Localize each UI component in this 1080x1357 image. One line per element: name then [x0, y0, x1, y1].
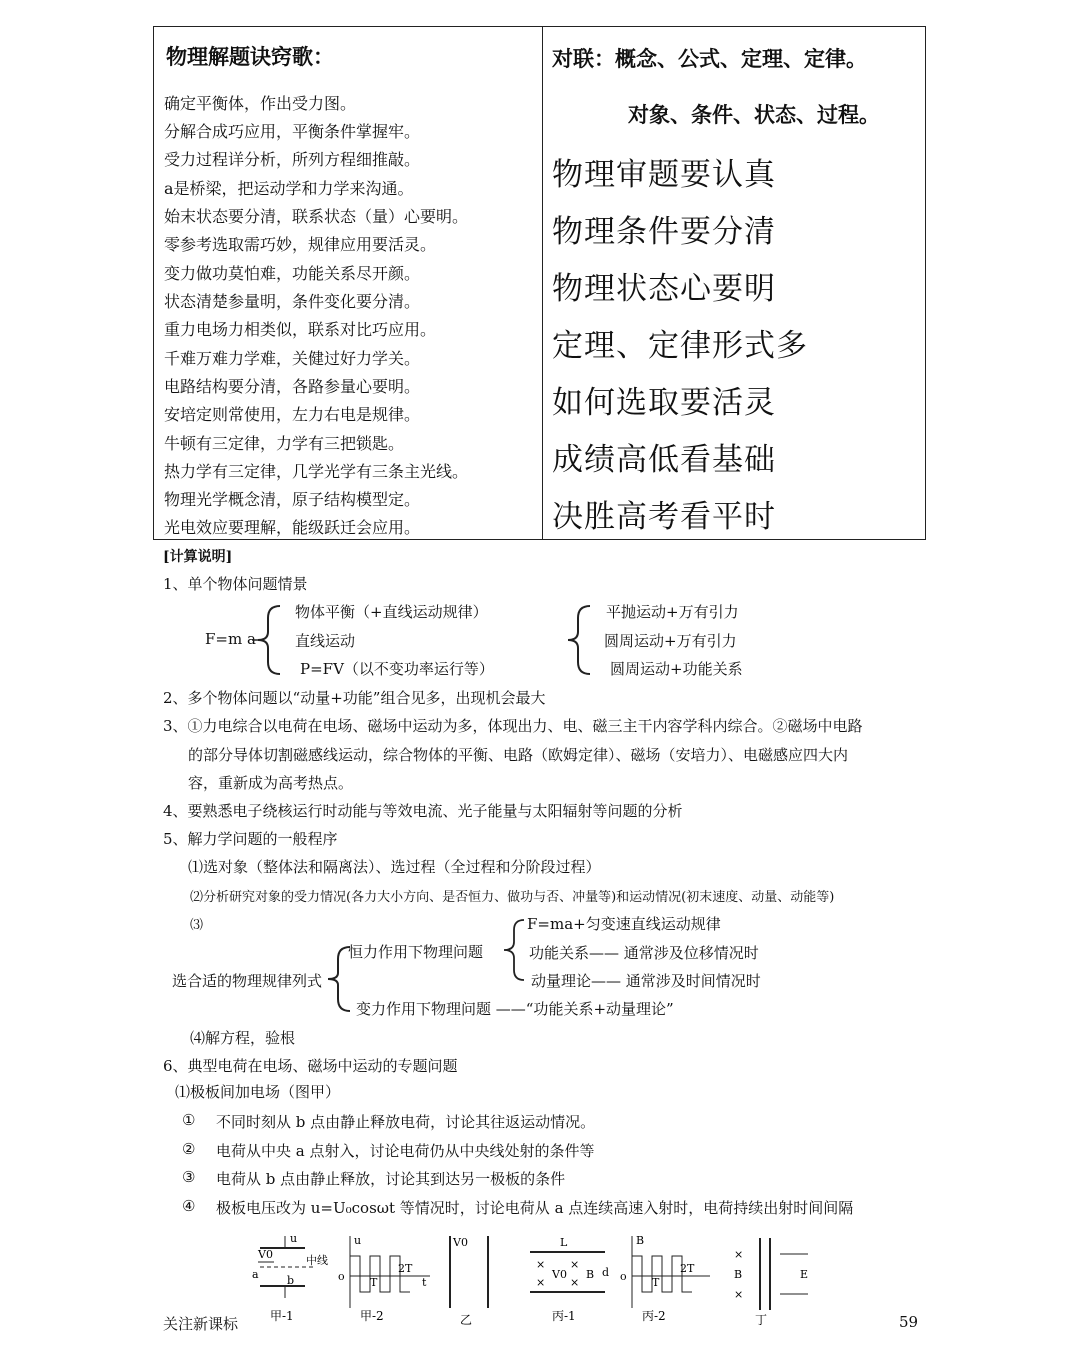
rhyme-line: 变力做功莫怕难，功能关系尽开颜。	[164, 264, 421, 283]
label-x: ×	[734, 1248, 744, 1261]
circled-text: 电荷从 b 点由静止释放，讨论其到达另一极板的条件	[216, 1170, 566, 1188]
page-number: 59	[899, 1313, 919, 1331]
caption: 甲-1	[270, 1309, 294, 1323]
label-x: ×	[570, 1258, 580, 1271]
label-x: ×	[570, 1276, 580, 1289]
table-divider	[542, 27, 543, 539]
formula-fma: F=m a	[205, 630, 256, 648]
item-3-line: 容，重新成为高考热点。	[188, 774, 354, 792]
label-B: B	[734, 1268, 743, 1281]
rhyme-line: 受力过程详分析，所列方程细推敲。	[164, 150, 421, 169]
label-2T: 2T	[680, 1262, 695, 1275]
constant-force-label: 恒力作用下物理问题	[348, 943, 484, 961]
label-o: o	[338, 1270, 345, 1283]
item-6: 6、典型电荷在电场、磁场中运动的专题问题	[163, 1057, 458, 1075]
label-a: a	[252, 1268, 259, 1281]
motto-line: 决胜高考看平时	[552, 499, 776, 535]
label-v0: V0	[258, 1248, 273, 1261]
step-3: ⑶	[190, 918, 204, 933]
rhyme-line: a是桥梁，把运动学和力学来沟通。	[164, 179, 414, 198]
circled-text: 极板电压改为 u=U₀cosωt 等情况时，讨论电荷从 a 点连续高速入射时，电荷持续出射时间间隔	[216, 1199, 854, 1217]
motto-line: 物理审题要认真	[552, 157, 776, 193]
label-d: d	[602, 1266, 610, 1279]
label-o: o	[620, 1270, 627, 1283]
rhyme-line: 安培定则常使用，左力右电是规律。	[164, 405, 421, 424]
rhyme-line: 确定平衡体，作出受力图。	[164, 94, 357, 113]
brace-left-1	[250, 600, 300, 680]
rhyme-line: 牛顿有三定律，力学有三把锁匙。	[164, 434, 405, 453]
circled-num: ④	[182, 1197, 196, 1215]
label-mid: 中线	[306, 1254, 328, 1267]
label-L: L	[560, 1236, 568, 1249]
branch-mid: 物体平衡（+直线运动规律）	[295, 603, 488, 621]
rhyme-line: 电路结构要分清，各路参量心要明。	[164, 377, 421, 396]
circled-text: 电荷从中央 a 点射入，讨论电荷仍从中央线处射的条件等	[216, 1142, 595, 1160]
rhyme-line: 千难万难力学难，关健过好力学关。	[164, 349, 421, 368]
rhyme-table	[153, 26, 926, 540]
branch-mid: 直线运动	[295, 632, 356, 650]
label-B: B	[636, 1234, 645, 1247]
motto-line: 成绩高低看基础	[552, 442, 776, 478]
label-T: T	[370, 1276, 378, 1289]
branch-right: 圆周运动+功能关系	[610, 660, 743, 678]
circled-text: 不同时刻从 b 点由静止释放电荷，讨论其往返运动情况。	[216, 1113, 596, 1131]
rhyme-line: 重力电场力相类似，联系对比巧应用。	[164, 320, 437, 339]
figure-jia-2	[338, 1234, 430, 1323]
item-5: 5、解力学问题的一般程序	[163, 830, 338, 848]
label-x: ×	[536, 1276, 546, 1289]
label-x: ×	[734, 1288, 744, 1301]
brace-constant	[500, 910, 530, 990]
motto-line: 物理条件要分清	[552, 214, 776, 250]
figures-strip	[240, 1228, 840, 1326]
cf-branch: 功能关系—— 通常涉及位移情况时	[529, 944, 759, 962]
caption: 乙	[460, 1313, 473, 1326]
circled-num: ③	[182, 1168, 196, 1186]
cf-branch: F=ma+匀变速直线运动规律	[527, 915, 721, 933]
label-T: T	[652, 1276, 660, 1289]
figure-ding	[734, 1238, 808, 1326]
footer-left: 关注新课标	[163, 1315, 239, 1333]
caption: 丙-1	[552, 1309, 576, 1323]
step-1: ⑴选对象（整体法和隔离法）、选过程（全过程和分阶段过程）	[188, 858, 601, 876]
item-3-line: 3、①力电综合以电荷在电场、磁场中运动为多，体现出力、电、磁三主干内容学科内综合。②磁场中电路	[163, 717, 863, 735]
figure-yi	[450, 1236, 488, 1326]
variable-force-label: 变力作用下物理问题 ——“功能关系+动量理论”	[356, 1000, 674, 1018]
label-v0: V0	[453, 1236, 468, 1249]
figure-bing-1	[530, 1236, 609, 1323]
rhyme-line: 物理光学概念清，原子结构模型定。	[164, 490, 421, 509]
branch-mid: P=FV（以不变功率运行等）	[300, 660, 494, 678]
couplet-line-1: 对联：概念、公式、定理、定律。	[552, 46, 867, 71]
label-u: u	[354, 1234, 362, 1247]
notes-label: [计算说明]	[163, 549, 233, 565]
label-t: t	[422, 1276, 427, 1289]
branch-right: 圆周运动+万有引力	[604, 632, 737, 650]
caption: 丙-2	[642, 1309, 666, 1323]
label-v0: V0	[552, 1268, 567, 1281]
motto-line: 定理、定律形式多	[552, 328, 808, 364]
rhyme-line: 光电效应要理解，能级跃迁会应用。	[164, 518, 421, 537]
item-1: 1、单个物体问题情景	[163, 575, 308, 593]
circled-num: ②	[182, 1140, 196, 1158]
label-b: b	[287, 1274, 295, 1287]
label-B: B	[586, 1268, 595, 1281]
item-2: 2、多个物体问题以“动量+功能”组合见多，出现机会最大	[163, 689, 546, 707]
sub-1: ⑴极板间加电场（图甲）	[175, 1083, 341, 1101]
rhyme-line: 零参考选取需巧妙，规律应用要活灵。	[164, 235, 437, 254]
rhyme-line: 分解合成巧应用，平衡条件掌握牢。	[164, 122, 421, 141]
couplet-line-2: 对象、条件、状态、过程。	[628, 102, 880, 127]
label-x: ×	[536, 1258, 546, 1271]
circled-num: ①	[182, 1111, 196, 1129]
caption: 甲-2	[360, 1309, 384, 1323]
label-2T: 2T	[398, 1262, 413, 1275]
step-4: ⑷解方程，验根	[190, 1029, 296, 1047]
motto-line: 物理状态心要明	[552, 271, 776, 307]
rhyme-line: 状态清楚参量明，条件变化要分清。	[164, 292, 421, 311]
label-u: u	[290, 1232, 298, 1245]
cf-branch: 动量理论—— 通常涉及时间情况时	[531, 972, 761, 990]
choose-law-label: 选合适的物理规律列式	[172, 972, 323, 990]
label-E: E	[800, 1268, 809, 1281]
motto-line: 如何选取要活灵	[552, 385, 776, 421]
brace-left-2	[562, 600, 602, 680]
figure-bing-2	[620, 1234, 710, 1323]
item-3-line: 的部分导体切割磁感线运动，综合物体的平衡、电路（欧姆定律）、磁场（安培力）、电磁感应四大内	[188, 746, 849, 764]
branch-right: 平抛运动+万有引力	[606, 603, 739, 621]
caption: 丁	[755, 1313, 768, 1326]
rhyme-line: 热力学有三定律，几学光学有三条主光线。	[164, 462, 469, 481]
figure-jia-1	[252, 1232, 328, 1323]
item-4: 4、要熟悉电子绕核运行时动能与等效电流、光子能量与太阳辐射等问题的分析	[163, 802, 683, 820]
rhyme-line: 始末状态要分清，联系状态（量）心要明。	[164, 207, 469, 226]
step-2: ⑵分析研究对象的受力情况(各力大小方向、是否恒力、做功与否、冲量等)和运动情况(初末速度、动量、动能等)	[190, 890, 835, 905]
left-title: 物理解题诀窍歌：	[166, 44, 334, 69]
